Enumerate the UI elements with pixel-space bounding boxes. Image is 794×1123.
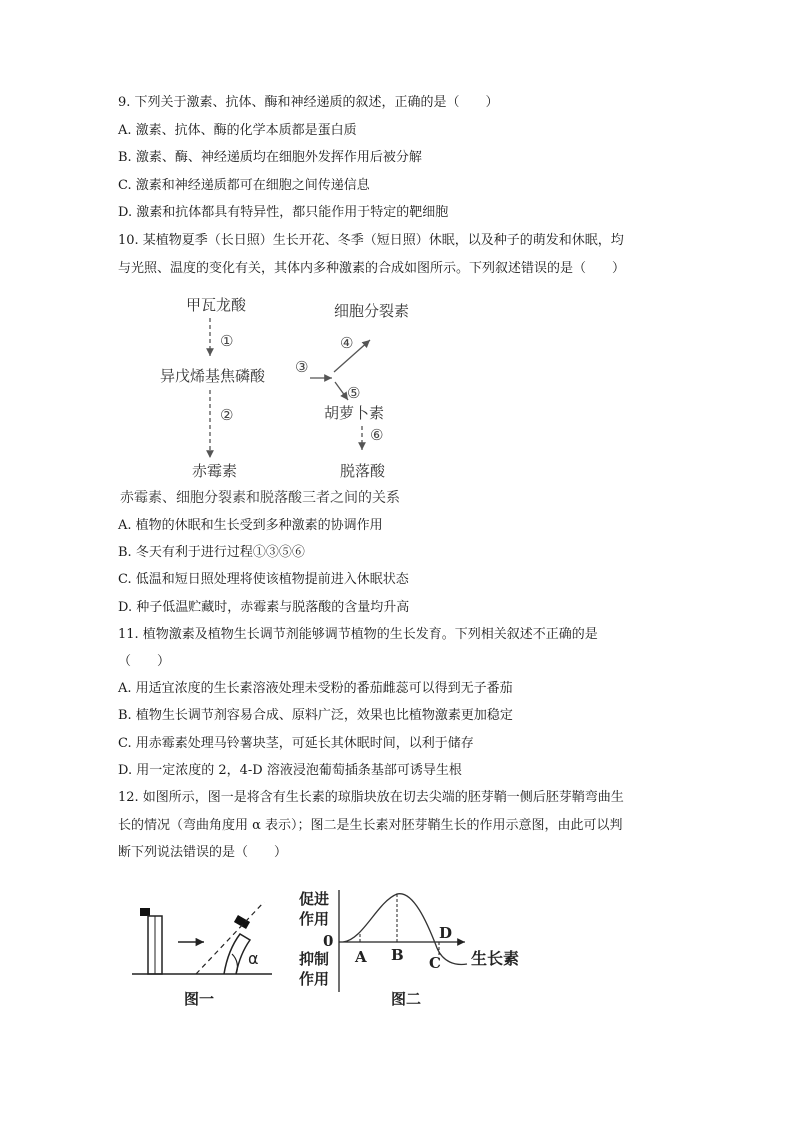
step-6-label: ⑥ [370,426,384,444]
q10-option-d: D. 种子低温贮藏时，赤霉素与脱落酸的含量均升高 [118,600,410,615]
q9-option-b: B. 激素、酶、神经递质均在细胞外发挥作用后被分解 [118,150,422,165]
y-axis-inhibit-1: 抑制 [299,950,330,968]
x-axis-label: 生长素 [471,949,520,968]
node-carotene: 胡萝卜素 [324,404,385,422]
q12-stem-line2: 长的情况（弯曲角度用 α 表示）；图二是生长素对胚芽鞘生长的作用示意图，由此可以判 [118,818,623,833]
point-c-label: C [429,954,441,972]
q11-option-a: A. 用适宜浓度的生长素溶液处理未受粉的番茄雌蕊可以得到无子番茄 [118,681,513,696]
q11-option-c: C. 用赤霉素处理马铃薯块茎，可延长其休眠时间，以利于储存 [118,736,474,751]
y-axis-promote-1: 促进 [299,890,330,908]
point-d-label: D [439,924,453,942]
q9-option-a: A. 激素、抗体、酶的化学本质都是蛋白质 [118,123,357,138]
figure-one-caption: 图一 [184,990,215,1008]
hormone-pathway-diagram [110,288,460,510]
y-axis-zero: 0 [323,932,334,950]
q10-stem-line1: 10. 某植物夏季（长日照）生长开花、冬季（短日照）休眠，以及种子的萌发和休眠，均 [118,233,624,248]
point-b-label: B [391,946,404,964]
node-abscisic-acid: 脱落酸 [340,462,386,480]
figure-one-coleoptile [132,890,282,1015]
q11-stem-line1: 11. 植物激素及植物生长调节剂能够调节植物的生长发育。下列相关叙述不正确的是 [118,627,598,642]
q12-stem-line3: 断下列说法错误的是（ ） [118,845,288,860]
step-5-label: ⑤ [347,384,361,402]
q10-option-c: C. 低温和短日照处理将使该植物提前进入休眠状态 [118,572,409,587]
step-4-label: ④ [340,334,354,352]
figure-two-caption: 图二 [391,990,422,1008]
q10-option-a: A. 植物的休眠和生长受到多种激素的协调作用 [118,518,383,533]
node-mevalonic-acid: 甲瓦龙酸 [186,296,247,314]
step-2-label: ② [220,406,234,424]
node-cytokinin: 细胞分裂素 [334,302,410,320]
q11-stem-line2: （ ） [118,654,171,669]
point-a-label: A [355,948,367,966]
q10-stem-line2: 与光照、温度的变化有关，其体内多种激素的合成如图所示。下列叙述错误的是（ ） [118,261,626,276]
y-axis-inhibit-2: 作用 [299,970,330,988]
node-gibberellin: 赤霉素 [192,462,238,480]
y-axis-promote-2: 作用 [299,910,330,928]
q9-option-c: C. 激素和神经递质都可在细胞之间传递信息 [118,178,370,193]
q10-option-b: B. 冬天有利于进行过程①③⑤⑥ [118,545,305,560]
step-3-label: ③ [295,358,309,376]
angle-alpha-label: α [248,949,259,968]
figure-two-auxin-curve [295,882,530,1012]
node-ipp: 异戊烯基焦磷酸 [160,367,266,385]
q11-option-b: B. 植物生长调节剂容易合成、原料广泛，效果也比植物激素更加稳定 [118,708,513,723]
step-1-label: ① [220,332,234,350]
diagram-caption: 赤霉素、细胞分裂素和脱落酸三者之间的关系 [120,490,400,506]
q12-stem-line1: 12. 如图所示，图一是将含有生长素的琼脂块放在切去尖端的胚芽鞘一侧后胚芽鞘弯曲生 [118,790,624,805]
q9-stem: 9. 下列关于激素、抗体、酶和神经递质的叙述，正确的是（ ） [118,95,499,110]
q11-option-d: D. 用一定浓度的 2，4-D 溶液浸泡葡萄插条基部可诱导生根 [118,763,462,778]
q9-option-d: D. 激素和抗体都具有特异性，都只能作用于特定的靶细胞 [118,205,449,220]
